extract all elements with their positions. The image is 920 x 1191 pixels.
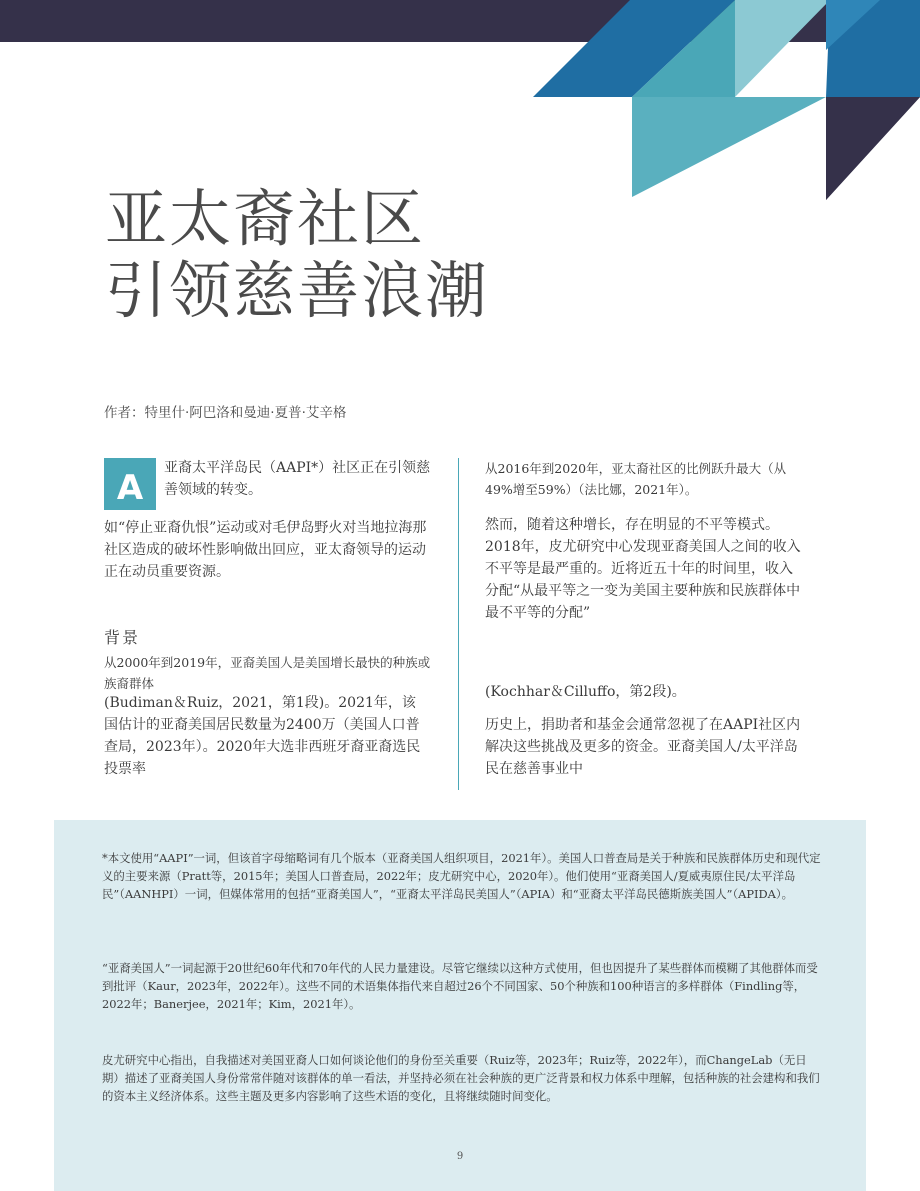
title-line-1: 亚太裔社区 — [105, 182, 426, 255]
right-paragraph-1: 从2016年到2020年，亚太裔社区的比例跃升最大（从49%增至59%）（法比娜，2021年）。 — [485, 461, 787, 497]
light-teal-triangle — [735, 0, 830, 97]
teal-triangle-mid — [632, 97, 826, 197]
footnote-1: *本文使用“AAPI”一词，但该首字母缩略词有几个版本（亚裔美国人组织项目，2021年）。美国人口普查局是关于种族和民族群体历史和现代定义的主要来源（Pratt等，2015年；美国人口普查局，2022年；皮尤研究中心，2020年）。他们使用“亚裔美国人/夏威夷原住民/太平洋岛民”（AANHPI）一词，但媒体常用的包括“亚裔美国人”，“亚裔太平洋岛民美国人”（APIA）和“亚裔太平洋岛民德斯族美国人”（APIDA）。 — [102, 851, 821, 901]
right-paragraph-2: 然而，随着这种增长，存在明显的不平等模式。2018年，皮尤研究中心发现亚裔美国人之间的收入不平等是最严重的。近将近五十年的时间里，收入分配“从最平等之一变为美国主要种族和民族群体中最不平等的分配” — [485, 517, 801, 621]
left-paragraph-3: (Budiman＆Ruiz，2021，第1段)。2021年，该国估计的亚裔美国居民数量为2400万（美国人口普查局，2023年）。2020年大选非西班牙裔亚裔选民投票率 — [104, 695, 421, 777]
footnote-2: “亚裔美国人”一词起源于20世纪60年代和70年代的人民力量建设。尽管它继续以这种方式使用，但也因提升了某些群体而模糊了其他群体而受到批评（Kaur，2023年，2022年）。这些不同的术语集体指代来自超过26个不同国家、50个种族和100种语言的多样群体（Findling等，2022年；Banerjee，2021年；Kim，2021年）。 — [102, 961, 818, 1011]
intro-paragraph: 亚裔太平洋岛民（AAPI*）社区正在引领慈善领域的转变。 — [164, 460, 431, 498]
teal-corner — [826, 97, 920, 200]
author-line: 作者：特里什·阿巴洛和曼迪·夏普·艾辛格 — [104, 405, 347, 421]
column-divider — [458, 458, 459, 790]
right-paragraph-3: (Kochhar＆Cilluffo，第2段)。 — [485, 684, 686, 700]
title-line-2: 引领慈善浪潮 — [105, 254, 490, 327]
left-paragraph-1: 如“停止亚裔仇恨”运动或对毛伊岛野火对当地拉海那社区造成的破坏性影响做出回应，亚太裔领导的运动正在动员重要资源。 — [104, 520, 427, 580]
decorative-triangles — [0, 0, 920, 210]
left-paragraph-2: 从2000年到2019年，亚裔美国人是美国增长最快的种族或族裔群体 — [104, 655, 431, 691]
right-paragraph-4: 历史上，捐助者和基金会通常忽视了在AAPI社区内解决这些挑战及更多的资金。亚裔美国人/太平洋岛民在慈善事业中 — [485, 717, 801, 777]
page-title — [105, 183, 489, 327]
footnote-3: 皮尤研究中心指出，自我描述对美国亚裔人口如何谈论他们的身份至关重要（Ruiz等，2023年；Ruiz等，2022年），而ChangeLab（无日期）描述了亚裔美国人身份常常伴随对该群体的单一看法，并坚持必须在社会种族的更广泛背景和权力体系中理解，包括种族的社会建构和我们的资本主义经济体系。这些主题及更多内容影响了这些术语的变化，且将继续随时间变化。 — [102, 1053, 820, 1103]
page-number: 9 — [456, 1151, 464, 1162]
section-heading-background: 背景 — [104, 628, 141, 647]
drop-cap: A — [104, 458, 156, 510]
